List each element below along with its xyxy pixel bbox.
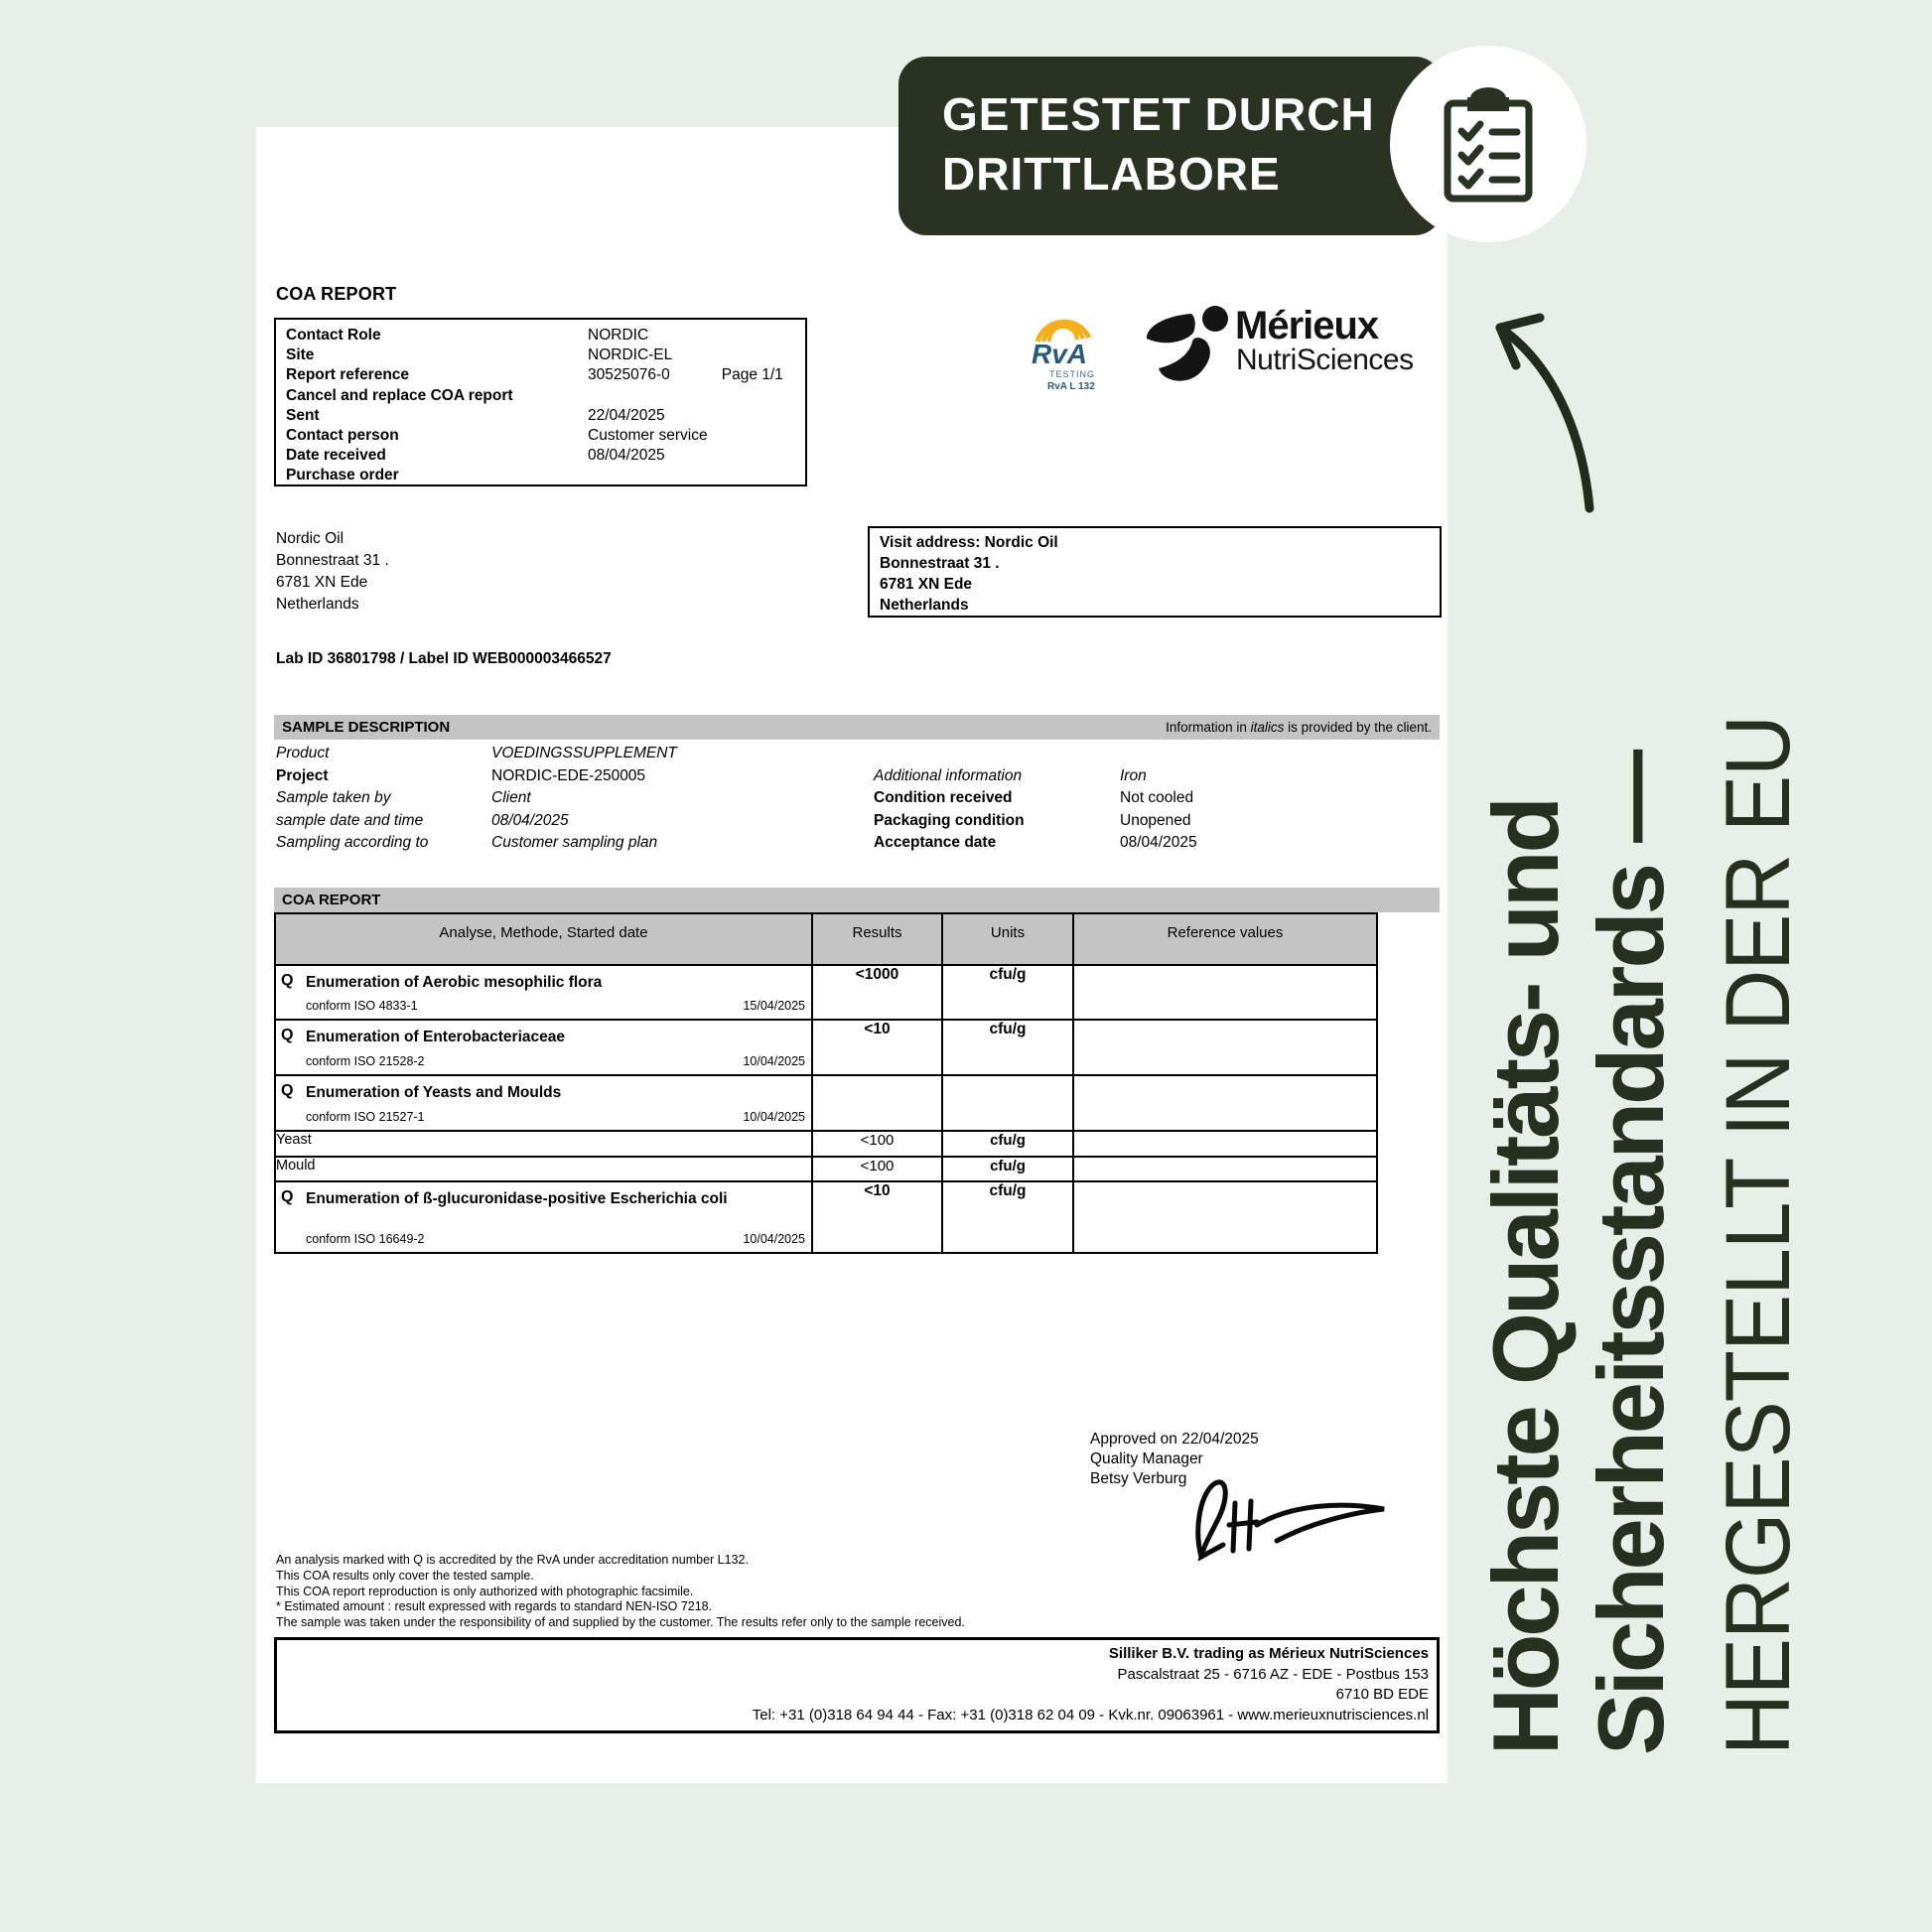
column-header-reference: Reference values bbox=[1073, 913, 1377, 965]
sample-description-grid bbox=[276, 743, 1438, 855]
contact-value: 22/04/2025 bbox=[588, 406, 665, 424]
result-units: cfu/g bbox=[942, 965, 1073, 1020]
svg-text:TESTING: TESTING bbox=[1049, 369, 1096, 379]
claim-line-made-in-eu: HERGESTELLT IN DER EU bbox=[1708, 715, 1809, 1755]
contact-row bbox=[286, 446, 795, 466]
accreditation-q-flag: Q bbox=[281, 972, 294, 989]
merieux-logo-subname: NutriSciences bbox=[1236, 344, 1414, 376]
approver-role: Quality Manager bbox=[1090, 1450, 1203, 1467]
section-title: COA REPORT bbox=[282, 892, 381, 908]
sample-row bbox=[276, 810, 1438, 833]
badge-circle bbox=[1390, 46, 1587, 242]
address-line: 6781 XN Ede bbox=[880, 576, 973, 593]
coa-report-section-header bbox=[274, 888, 1440, 912]
column-header-results: Results bbox=[812, 913, 942, 965]
sample-row bbox=[276, 765, 1438, 788]
address-line: Netherlands bbox=[880, 597, 969, 614]
table-subrow bbox=[275, 1131, 1377, 1157]
analysis-name: Enumeration of Aerobic mesophilic flora bbox=[306, 974, 603, 991]
contact-label: Date received bbox=[286, 447, 386, 465]
result-value: <10 bbox=[812, 1181, 942, 1253]
contact-value: Customer service bbox=[588, 427, 708, 445]
contact-label: Purchase order bbox=[286, 467, 399, 484]
started-date: 10/04/2025 bbox=[743, 1110, 805, 1124]
result-units: cfu/g bbox=[942, 1131, 1073, 1157]
field-label: Sample taken by bbox=[276, 789, 391, 807]
result-value: <10 bbox=[812, 1020, 942, 1075]
rva-accreditation-logo bbox=[1024, 308, 1107, 399]
address-line: 6781 XN Ede bbox=[276, 574, 368, 591]
reference-values bbox=[1073, 1020, 1377, 1075]
accreditation-q-flag: Q bbox=[281, 1188, 294, 1205]
analysis-cell bbox=[275, 1181, 812, 1253]
field-label: Condition received bbox=[874, 789, 1013, 807]
analysis-method: conform ISO 21528-2 10/04/2025 bbox=[306, 1054, 805, 1068]
address-line: Bonnestraat 31 . bbox=[880, 555, 1000, 572]
table-row-group bbox=[275, 1075, 1377, 1131]
analysis-method: conform ISO 16649-2 10/04/2025 bbox=[306, 1232, 805, 1246]
visit-address-box bbox=[868, 526, 1442, 618]
vertical-claims-text bbox=[1473, 549, 1811, 1755]
field-value: Client bbox=[491, 789, 531, 807]
field-value: 08/04/2025 bbox=[1120, 834, 1197, 852]
result-value: <1000 bbox=[812, 965, 942, 1020]
badge-text: GETESTET DURCH DRITTLABORE bbox=[942, 88, 1375, 200]
contact-value: NORDIC bbox=[588, 327, 649, 344]
client-info-note: Information in italics is provided by the client. bbox=[1166, 720, 1432, 735]
result-units bbox=[942, 1075, 1073, 1131]
field-value: 08/04/2025 bbox=[491, 811, 569, 829]
contact-label: Contact person bbox=[286, 427, 399, 445]
address-line: Netherlands bbox=[276, 596, 359, 613]
contact-row bbox=[286, 466, 795, 485]
sub-analysis-name: Yeast bbox=[275, 1131, 812, 1157]
table-subrow bbox=[275, 1157, 1377, 1181]
sample-row bbox=[276, 787, 1438, 810]
accreditation-q-flag: Q bbox=[281, 1082, 294, 1099]
contact-value bbox=[588, 386, 795, 406]
field-label: Sampling according to bbox=[276, 834, 429, 852]
sample-row bbox=[276, 832, 1438, 855]
contact-value bbox=[588, 466, 795, 485]
field-label: Additional information bbox=[874, 766, 1023, 784]
contact-row bbox=[286, 426, 795, 446]
contact-value: NORDIC-EL bbox=[588, 346, 673, 364]
contact-label: Site bbox=[286, 346, 315, 364]
contact-label: Sent bbox=[286, 406, 320, 424]
approved-on: Approved on 22/04/2025 bbox=[1090, 1431, 1259, 1448]
table-row bbox=[275, 1020, 1377, 1075]
field-label: Product bbox=[276, 745, 330, 761]
coa-document-page bbox=[256, 127, 1448, 1783]
result-value: <100 bbox=[812, 1131, 942, 1157]
analysis-cell bbox=[275, 1020, 812, 1075]
field-value: Customer sampling plan bbox=[491, 834, 658, 852]
result-value: <100 bbox=[812, 1157, 942, 1181]
reference-values bbox=[1073, 965, 1377, 1020]
page-title: COA REPORT bbox=[276, 284, 397, 304]
page-indicator: Page 1/1 bbox=[721, 366, 783, 384]
started-date: 10/04/2025 bbox=[743, 1054, 805, 1068]
analysis-method: conform ISO 4833-1 15/04/2025 bbox=[306, 999, 805, 1013]
result-units: cfu/g bbox=[942, 1181, 1073, 1253]
result-units: cfu/g bbox=[942, 1157, 1073, 1181]
field-label bbox=[874, 743, 1120, 765]
footnote-line: * Estimated amount : result expressed with regards to standard NEN-ISO 7218. bbox=[276, 1599, 713, 1614]
reference-values bbox=[1073, 1075, 1377, 1131]
analysis-name: Enumeration of Yeasts and Moulds bbox=[306, 1084, 562, 1101]
contact-value: 30525076-0 Page 1/1 bbox=[588, 366, 783, 384]
reference-values bbox=[1073, 1131, 1377, 1157]
column-header-analyse: Analyse, Methode, Started date bbox=[275, 913, 812, 965]
footnote-line: The sample was taken under the responsibility of and supplied by the customer. The results refer only to the sample received. bbox=[276, 1615, 965, 1630]
sample-row bbox=[276, 743, 1438, 765]
table-row bbox=[275, 965, 1377, 1020]
result-value bbox=[812, 1075, 942, 1131]
footnotes bbox=[276, 1553, 965, 1631]
field-value: NORDIC-EDE-250005 bbox=[491, 766, 646, 784]
footnote-line: An analysis marked with Q is accredited by the RvA under accreditation number L132. bbox=[276, 1553, 749, 1567]
table-header-row bbox=[275, 913, 1377, 965]
approver-name: Betsy Verburg bbox=[1090, 1470, 1187, 1487]
tested-by-third-party-badge bbox=[898, 57, 1443, 235]
contact-value: 08/04/2025 bbox=[588, 447, 665, 465]
contact-row bbox=[286, 386, 795, 406]
results-table bbox=[274, 912, 1378, 1254]
footnote-line: This COA report reproduction is only authorized with photographic facsimile. bbox=[276, 1584, 694, 1598]
address-line: Nordic Oil bbox=[276, 530, 345, 547]
rva-logo-icon bbox=[1024, 308, 1107, 399]
lab-address-line: 6710 BD EDE bbox=[1335, 1686, 1429, 1703]
started-date: 15/04/2025 bbox=[743, 999, 805, 1013]
result-units: cfu/g bbox=[942, 1020, 1073, 1075]
field-label: Project bbox=[276, 766, 329, 784]
address-line: Visit address: Nordic Oil bbox=[880, 534, 1058, 551]
contact-row bbox=[286, 326, 795, 345]
signature-icon bbox=[1172, 1465, 1400, 1565]
contact-label: Cancel and replace COA report bbox=[286, 386, 513, 404]
reference-values bbox=[1073, 1181, 1377, 1253]
field-value: Iron bbox=[1120, 766, 1147, 784]
address-line: Bonnestraat 31 . bbox=[276, 552, 389, 569]
svg-text:RvA: RvA bbox=[1032, 339, 1088, 369]
lab-company-name: Silliker B.V. trading as Mérieux NutriSciences bbox=[1108, 1645, 1429, 1662]
sub-analysis-name: Mould bbox=[275, 1157, 812, 1181]
svg-text:RvA L 132: RvA L 132 bbox=[1047, 381, 1095, 392]
analysis-method: conform ISO 21527-1 10/04/2025 bbox=[306, 1110, 805, 1124]
field-value: VOEDINGSSUPPLEMENT bbox=[491, 745, 677, 761]
contact-row bbox=[286, 406, 795, 426]
field-label: Acceptance date bbox=[874, 834, 997, 852]
field-value bbox=[1120, 743, 1438, 765]
accreditation-q-flag: Q bbox=[281, 1027, 294, 1043]
claim-line-safety: Sicherheitsstandards — bbox=[1579, 752, 1683, 1755]
sample-description-header bbox=[274, 715, 1440, 740]
merieux-logo-mark-icon bbox=[1134, 306, 1233, 389]
field-label: Packaging condition bbox=[874, 811, 1025, 829]
contact-row bbox=[286, 345, 795, 365]
sender-address bbox=[276, 528, 389, 616]
field-value: Not cooled bbox=[1120, 789, 1194, 807]
analysis-cell bbox=[275, 965, 812, 1020]
analysis-name: Enumeration of Enterobacteriaceae bbox=[306, 1029, 565, 1045]
contact-row bbox=[286, 365, 795, 385]
started-date: 10/04/2025 bbox=[743, 1232, 805, 1246]
merieux-nutrisciences-logo bbox=[1134, 302, 1414, 391]
contact-label: Report reference bbox=[286, 366, 410, 384]
curved-arrow-icon bbox=[1484, 303, 1608, 516]
lab-contact-line: Tel: +31 (0)318 64 94 44 - Fax: +31 (0)318 62 04 09 - Kvk.nr. 09063961 - www.merieuxnutrisciences.nl bbox=[752, 1706, 1429, 1724]
analysis-cell bbox=[275, 1075, 812, 1131]
reference-values bbox=[1073, 1157, 1377, 1181]
lab-id-line: Lab ID 36801798 / Label ID WEB000003466527 bbox=[276, 650, 612, 667]
merieux-logo-name: Mérieux bbox=[1235, 304, 1379, 347]
lab-footer-box bbox=[274, 1637, 1440, 1733]
section-title: SAMPLE DESCRIPTION bbox=[282, 719, 451, 736]
table-row bbox=[275, 1181, 1377, 1253]
column-header-units: Units bbox=[942, 913, 1073, 965]
analysis-name: Enumeration of ß-glucuronidase-positive Escherichia coli bbox=[306, 1190, 728, 1207]
clipboard-checklist-icon bbox=[1438, 83, 1539, 205]
lab-address-line: Pascalstraat 25 - 6716 AZ - EDE - Postbus 153 bbox=[1117, 1665, 1429, 1683]
footnote-line: This COA results only cover the tested sample. bbox=[276, 1568, 534, 1583]
contact-label: Contact Role bbox=[286, 327, 381, 344]
contact-info-box bbox=[274, 318, 807, 486]
field-value: Unopened bbox=[1120, 811, 1191, 829]
claim-line-quality: Höchste Qualitäts- und bbox=[1473, 799, 1578, 1755]
field-label: sample date and time bbox=[276, 811, 424, 829]
